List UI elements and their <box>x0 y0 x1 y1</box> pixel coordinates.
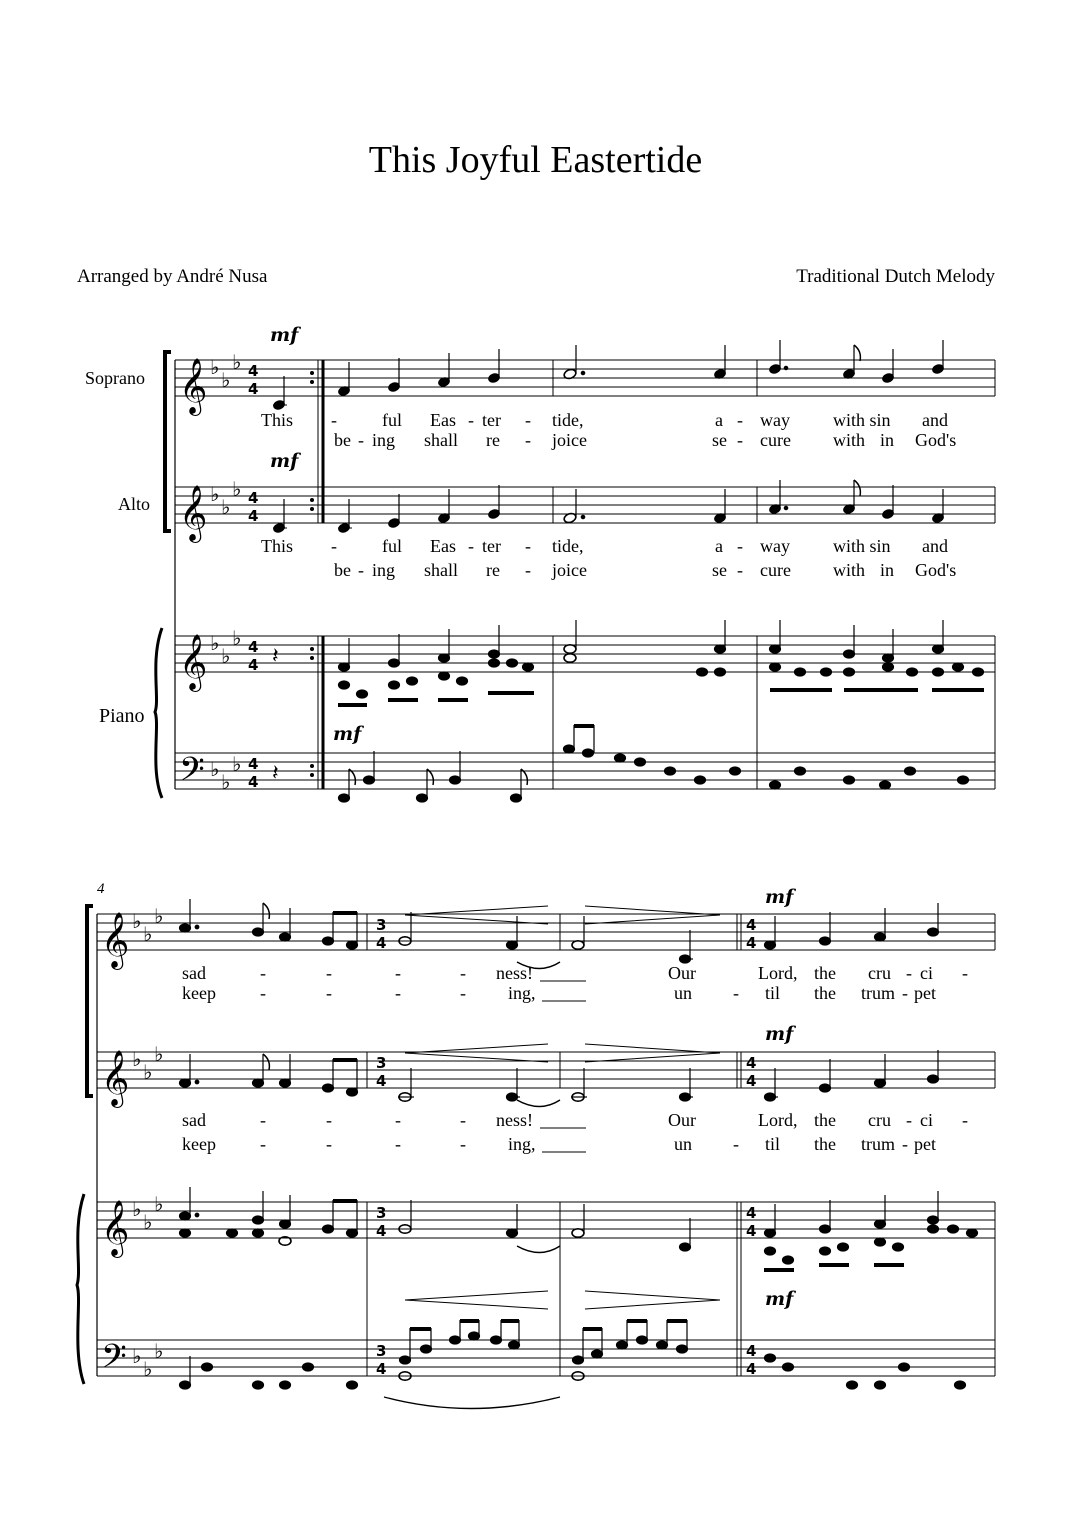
svg-text:a: a <box>715 536 723 556</box>
svg-text:re: re <box>486 430 500 450</box>
svg-text:keep: keep <box>182 983 216 1003</box>
svg-text:way: way <box>760 410 790 430</box>
flat-icon: ♭ <box>143 1357 153 1381</box>
svg-text:-: - <box>737 536 743 556</box>
piano-treble-staff <box>175 636 995 672</box>
flat-icon: ♭ <box>154 904 164 928</box>
flat-icon: ♭ <box>221 770 231 794</box>
soprano-staff <box>175 360 995 396</box>
svg-text:un: un <box>674 1134 692 1154</box>
svg-text:way: way <box>760 536 790 556</box>
svg-text:ness!: ness! <box>496 1110 533 1130</box>
svg-text:in: in <box>880 560 895 580</box>
dynamic-marking: mf <box>765 886 794 908</box>
dynamic-marking: mf <box>333 723 362 745</box>
svg-text:-: - <box>525 560 531 580</box>
svg-text:re: re <box>486 560 500 580</box>
svg-text:3: 3 <box>376 1054 387 1072</box>
svg-text:4: 4 <box>376 934 387 952</box>
svg-text:-: - <box>260 1134 266 1154</box>
soprano-lyrics-verse1 <box>261 410 948 430</box>
flat-icon: ♭ <box>143 1060 153 1084</box>
svg-text:the: the <box>814 983 836 1003</box>
alto-lyrics-verse2 <box>334 560 956 580</box>
svg-text:keep: keep <box>182 1134 216 1154</box>
svg-text:til: til <box>765 1134 781 1154</box>
svg-text:Eas: Eas <box>430 410 456 430</box>
svg-text:be: be <box>334 560 351 580</box>
svg-text:ing: ing <box>372 560 396 580</box>
piano-label: Piano <box>99 705 145 727</box>
svg-text:se: se <box>712 430 727 450</box>
svg-text:-: - <box>326 963 332 983</box>
svg-text:This: This <box>261 410 294 430</box>
soprano-lyrics-verse2-system2 <box>182 983 936 1003</box>
svg-text:4: 4 <box>746 1222 757 1240</box>
svg-text:sad: sad <box>182 963 206 983</box>
treble-clef-icon: 𝄞 <box>101 1050 130 1106</box>
flat-icon: ♭ <box>132 1197 142 1221</box>
svg-text:joice: joice <box>552 430 587 450</box>
svg-text:4: 4 <box>746 1204 757 1222</box>
flat-icon: ♭ <box>143 922 153 946</box>
svg-text:a: a <box>715 410 723 430</box>
svg-text:3: 3 <box>376 1204 387 1222</box>
bass-clef-icon: 𝄢 <box>179 751 205 797</box>
svg-text:4: 4 <box>746 1054 757 1072</box>
svg-text:-: - <box>737 430 743 450</box>
svg-text:Lord,: Lord, <box>758 963 798 983</box>
time-sig-denominator: 4 <box>248 380 259 398</box>
svg-text:with sin: with sin <box>833 410 891 430</box>
arranger-credit: Arranged by André Nusa <box>77 266 268 287</box>
time-sig-denominator: 4 <box>248 507 259 525</box>
flat-icon: ♭ <box>210 355 220 379</box>
svg-text:-: - <box>902 1134 908 1154</box>
lyric-extenders <box>540 981 586 1152</box>
treble-clef-icon: 𝄞 <box>179 358 208 414</box>
svg-text:4: 4 <box>746 934 757 952</box>
svg-text:the: the <box>814 1134 836 1154</box>
bass-clef-icon: 𝄢 <box>101 1338 127 1384</box>
svg-text:shall: shall <box>424 430 458 450</box>
svg-text:-: - <box>260 983 266 1003</box>
flat-icon: ♭ <box>221 368 231 392</box>
svg-text:-: - <box>737 410 743 430</box>
svg-text:-: - <box>468 410 474 430</box>
svg-text:-: - <box>468 536 474 556</box>
svg-text:-: - <box>733 1134 739 1154</box>
svg-text:ter: ter <box>482 410 501 430</box>
treble-clef-icon: 𝄞 <box>179 485 208 541</box>
soprano-label: Soprano <box>85 368 145 388</box>
svg-text:ing,: ing, <box>508 1134 536 1154</box>
svg-text:-: - <box>737 560 743 580</box>
svg-text:and: and <box>922 410 948 430</box>
svg-text:with: with <box>833 560 866 580</box>
flat-icon: ♭ <box>232 626 242 650</box>
svg-text:un: un <box>674 983 692 1003</box>
svg-text:-: - <box>962 963 968 983</box>
svg-text:3: 3 <box>376 916 387 934</box>
treble-clef-icon: 𝄞 <box>101 912 130 968</box>
flat-icon: ♭ <box>132 1047 142 1071</box>
time-sig-numerator: 4 <box>248 638 259 656</box>
svg-text:be: be <box>334 430 351 450</box>
svg-text:pet: pet <box>914 1134 936 1154</box>
system-2-notes <box>180 899 978 1389</box>
svg-text:-: - <box>395 1110 401 1130</box>
composer-credit: Traditional Dutch Melody <box>796 266 995 287</box>
svg-text:trum: trum <box>861 1134 895 1154</box>
alto-label: Alto <box>118 494 151 514</box>
svg-text:in: in <box>880 430 895 450</box>
dynamic-marking: mf <box>765 1288 794 1310</box>
time-sig-numerator: 4 <box>248 755 259 773</box>
svg-text:ci: ci <box>920 1110 933 1130</box>
flat-icon: ♭ <box>132 909 142 933</box>
svg-text:tide,: tide, <box>552 536 584 556</box>
svg-text:-: - <box>395 983 401 1003</box>
svg-text:ing,: ing, <box>508 983 536 1003</box>
dynamic-marking: mf <box>765 1023 794 1045</box>
quarter-rest-icon: 𝄽 <box>272 761 279 786</box>
alto-lyrics-verse1-system2 <box>182 1110 968 1130</box>
svg-text:4: 4 <box>376 1222 387 1240</box>
treble-clef-icon: 𝄞 <box>101 1200 130 1256</box>
system-2 <box>77 906 995 1409</box>
svg-text:-: - <box>358 430 364 450</box>
svg-text:-: - <box>260 1110 266 1130</box>
svg-text:cru: cru <box>868 1110 891 1130</box>
svg-text:-: - <box>460 1110 466 1130</box>
svg-text:shall: shall <box>424 560 458 580</box>
flat-icon: ♭ <box>221 644 231 668</box>
alto-lyrics-verse2-system2 <box>182 1134 936 1154</box>
flat-icon: ♭ <box>210 482 220 506</box>
flat-icon: ♭ <box>210 757 220 781</box>
svg-text:4: 4 <box>746 1342 757 1360</box>
dynamic-marking: mf <box>270 450 299 472</box>
svg-text:ful: ful <box>382 410 402 430</box>
time-sig-denominator: 4 <box>248 656 259 674</box>
treble-clef-icon: 𝄞 <box>179 634 208 690</box>
score-title: This Joyful Eastertide <box>368 139 703 181</box>
svg-text:-: - <box>525 536 531 556</box>
svg-text:-: - <box>260 963 266 983</box>
svg-text:Our: Our <box>668 963 696 983</box>
flat-icon: ♭ <box>210 631 220 655</box>
svg-text:God's: God's <box>915 560 957 580</box>
svg-text:cure: cure <box>760 560 791 580</box>
alto-lyrics-verse1 <box>261 536 948 556</box>
flat-icon: ♭ <box>232 477 242 501</box>
svg-text:-: - <box>906 1110 912 1130</box>
svg-text:Our: Our <box>668 1110 696 1130</box>
svg-text:4: 4 <box>376 1360 387 1378</box>
svg-text:-: - <box>395 1134 401 1154</box>
svg-text:sad: sad <box>182 1110 206 1130</box>
flat-icon: ♭ <box>154 1192 164 1216</box>
svg-text:This: This <box>261 536 294 556</box>
svg-text:4: 4 <box>376 1072 387 1090</box>
svg-text:-: - <box>733 983 739 1003</box>
svg-text:Eas: Eas <box>430 536 456 556</box>
svg-text:the: the <box>814 963 836 983</box>
svg-text:ful: ful <box>382 536 402 556</box>
svg-text:4: 4 <box>746 916 757 934</box>
flat-icon: ♭ <box>143 1210 153 1234</box>
svg-text:-: - <box>460 1134 466 1154</box>
time-sig-numerator: 4 <box>248 362 259 380</box>
svg-text:tide,: tide, <box>552 410 584 430</box>
svg-text:-: - <box>906 963 912 983</box>
soprano-lyrics-verse2 <box>334 430 956 450</box>
svg-text:Lord,: Lord, <box>758 1110 798 1130</box>
svg-text:-: - <box>326 983 332 1003</box>
svg-text:-: - <box>358 560 364 580</box>
svg-text:-: - <box>326 1110 332 1130</box>
measure-number: 4 <box>97 881 105 897</box>
svg-text:-: - <box>395 963 401 983</box>
piano-bass-staff <box>175 753 995 789</box>
svg-text:4: 4 <box>746 1360 757 1378</box>
svg-text:-: - <box>326 1134 332 1154</box>
svg-text:cru: cru <box>868 963 891 983</box>
svg-text:-: - <box>331 410 337 430</box>
svg-text:with: with <box>833 430 866 450</box>
svg-text:ter: ter <box>482 536 501 556</box>
svg-text:-: - <box>460 963 466 983</box>
svg-text:joice: joice <box>552 560 587 580</box>
svg-text:pet: pet <box>914 983 936 1003</box>
system-1-signatures <box>179 350 314 797</box>
svg-text:-: - <box>962 1110 968 1130</box>
flat-icon: ♭ <box>232 350 242 374</box>
time-sig-denominator: 4 <box>248 773 259 791</box>
svg-text:with sin: with sin <box>833 536 891 556</box>
svg-text:the: the <box>814 1110 836 1130</box>
soprano-lyrics-verse1-system2 <box>182 963 968 983</box>
svg-text:ness!: ness! <box>496 963 533 983</box>
svg-text:4: 4 <box>746 1072 757 1090</box>
flat-icon: ♭ <box>232 752 242 776</box>
svg-text:ing: ing <box>372 430 396 450</box>
svg-text:se: se <box>712 560 727 580</box>
svg-text:3: 3 <box>376 1342 387 1360</box>
svg-text:trum: trum <box>861 983 895 1003</box>
flat-icon: ♭ <box>154 1042 164 1066</box>
svg-text:-: - <box>460 983 466 1003</box>
svg-text:cure: cure <box>760 430 791 450</box>
svg-text:God's: God's <box>915 430 957 450</box>
svg-text:and: and <box>922 536 948 556</box>
dynamic-marking: mf <box>270 324 299 346</box>
svg-text:-: - <box>902 983 908 1003</box>
quarter-rest-icon: 𝄽 <box>272 644 279 669</box>
svg-text:-: - <box>525 430 531 450</box>
flat-icon: ♭ <box>132 1344 142 1368</box>
flat-icon: ♭ <box>154 1339 164 1363</box>
time-sig-numerator: 4 <box>248 489 259 507</box>
svg-text:-: - <box>525 410 531 430</box>
svg-text:ci: ci <box>920 963 933 983</box>
svg-text:til: til <box>765 983 781 1003</box>
flat-icon: ♭ <box>221 495 231 519</box>
svg-text:-: - <box>331 536 337 556</box>
